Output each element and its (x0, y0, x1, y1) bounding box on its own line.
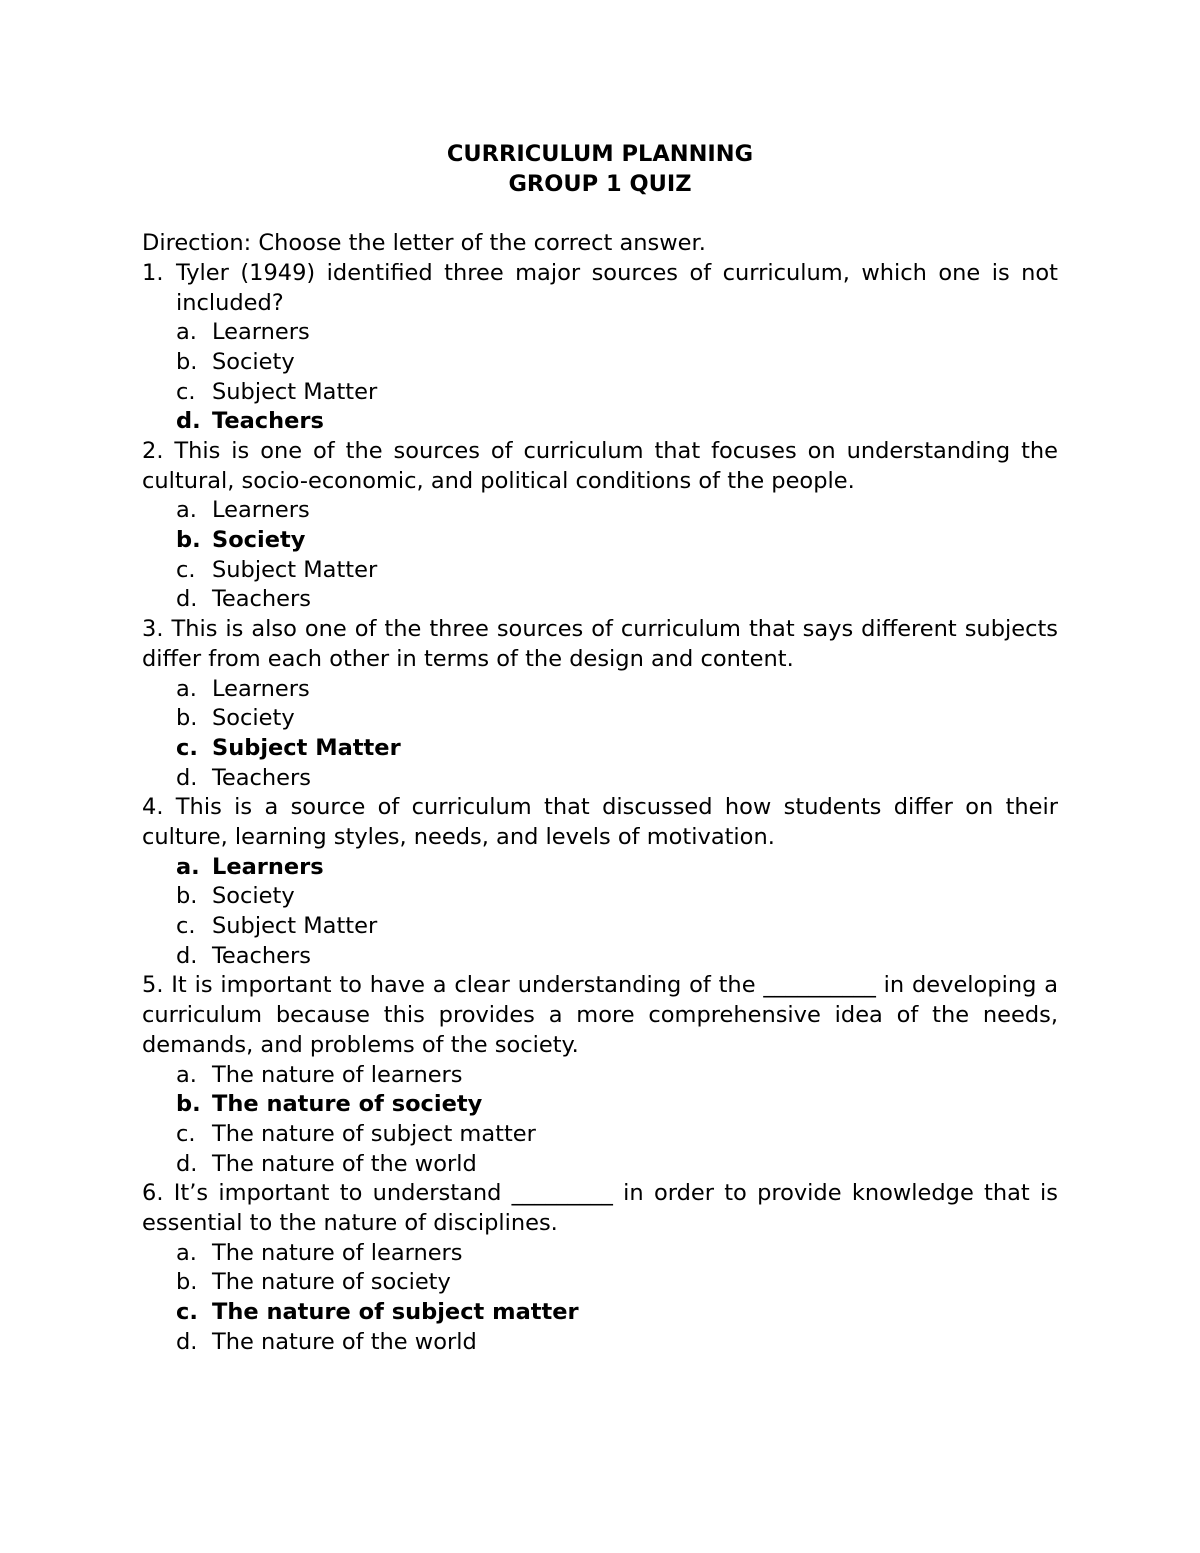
question-2-options (142, 496, 1058, 615)
option-1c (142, 378, 1058, 408)
question-6-options (142, 1239, 1058, 1358)
option-letter: b. (176, 348, 198, 375)
option-letter: b. (176, 1091, 201, 1118)
option-text: Learners (212, 853, 324, 880)
option-text: The nature of learners (212, 1239, 463, 1266)
option-4c (142, 912, 1058, 942)
option-letter: c. (176, 556, 196, 583)
option-letter: c. (176, 913, 196, 940)
option-6d (142, 1328, 1058, 1358)
option-3d (142, 764, 1058, 794)
option-letter: d. (176, 408, 201, 435)
option-letter: d. (176, 764, 198, 791)
question-4-text: 4. This is a source of curriculum that discussed how students differ on their culture, learning styles, needs, and levels of motivation. (142, 794, 1058, 850)
option-letter: b. (176, 883, 198, 910)
option-letter: d. (176, 1328, 198, 1355)
option-2d (142, 585, 1058, 615)
question-5 (142, 971, 1058, 1179)
option-text: Subject Matter (212, 556, 378, 583)
question-3 (142, 615, 1058, 793)
question-1-stem: Tyler (1949) identified three major sources of curriculum, which one is not included? (176, 259, 1058, 316)
option-text: Teachers (212, 408, 324, 435)
question-5-options (142, 1061, 1058, 1180)
question-5-text: 5. It is important to have a clear understanding of the __________ in developing a curriculum because this provides a more comprehensive idea of the needs, demands, and problems of the society. (142, 972, 1058, 1058)
option-6c (142, 1298, 1058, 1328)
option-letter: b. (176, 705, 198, 732)
option-5b (142, 1090, 1058, 1120)
option-text: Teachers (212, 942, 311, 969)
option-text: The nature of subject matter (212, 1120, 536, 1147)
question-2 (142, 437, 1058, 615)
option-text: The nature of learners (212, 1061, 463, 1088)
option-letter: c. (176, 1120, 196, 1147)
option-letter: d. (176, 942, 198, 969)
option-3c (142, 734, 1058, 764)
option-letter: c. (176, 734, 198, 761)
question-4-options (142, 853, 1058, 972)
option-4b (142, 882, 1058, 912)
option-6b (142, 1268, 1058, 1298)
option-5a (142, 1061, 1058, 1091)
question-1 (142, 259, 1058, 437)
option-5c (142, 1120, 1058, 1150)
title-line-1: CURRICULUM PLANNING (446, 141, 754, 167)
direction-text: Direction: Choose the letter of the correct answer. (142, 230, 706, 257)
option-3b (142, 704, 1058, 734)
question-3-options (142, 675, 1058, 794)
question-1-text (142, 259, 1058, 318)
option-letter: a. (176, 1061, 197, 1088)
option-text: Learners (212, 675, 310, 702)
option-1b (142, 348, 1058, 378)
option-text: The nature of society (212, 1091, 483, 1118)
option-letter: c. (176, 378, 196, 405)
option-text: Society (212, 705, 295, 732)
option-text: Society (212, 348, 295, 375)
option-text: Subject Matter (212, 378, 378, 405)
option-letter: a. (176, 1239, 197, 1266)
option-letter: c. (176, 1299, 198, 1326)
option-text: Subject Matter (212, 913, 378, 940)
option-text: Society (212, 883, 295, 910)
question-1-number: 1. (142, 259, 164, 286)
question-2-text: 2. This is one of the sources of curriculum that focuses on understanding the cultural, socio-economic, and political conditions of the people. (142, 437, 1058, 494)
option-text: The nature of the world (212, 1150, 477, 1177)
document-title (142, 140, 1058, 199)
option-1d (142, 407, 1058, 437)
option-letter: b. (176, 1269, 198, 1296)
option-3a (142, 675, 1058, 705)
option-text: The nature of society (212, 1269, 451, 1296)
option-text: The nature of subject matter (212, 1299, 579, 1326)
option-text: The nature of the world (212, 1328, 477, 1355)
option-4a (142, 853, 1058, 883)
question-4 (142, 793, 1058, 971)
option-text: Learners (212, 319, 310, 346)
option-4d (142, 942, 1058, 972)
document-content (142, 140, 1058, 1357)
option-text: Learners (212, 497, 310, 524)
option-6a (142, 1239, 1058, 1269)
option-letter: d. (176, 586, 198, 613)
option-2a (142, 496, 1058, 526)
option-letter: a. (176, 675, 197, 702)
option-text: Teachers (212, 764, 311, 791)
question-6-text: 6. It’s important to understand _________ in order to provide knowledge that is essential to the nature of disciplines. (142, 1180, 1058, 1236)
option-letter: d. (176, 1150, 198, 1177)
option-2c (142, 556, 1058, 586)
option-text: Society (212, 527, 306, 554)
option-letter: a. (176, 497, 197, 524)
option-letter: a. (176, 853, 200, 880)
question-3-text: 3. This is also one of the three sources of curriculum that says different subjects differ from each other in terms of the design and content. (142, 616, 1058, 672)
option-5d (142, 1150, 1058, 1180)
question-1-options (142, 318, 1058, 437)
option-letter: a. (176, 319, 197, 346)
option-letter: b. (176, 527, 201, 554)
option-2b (142, 526, 1058, 556)
option-1a (142, 318, 1058, 348)
title-line-2: GROUP 1 QUIZ (508, 170, 692, 197)
question-6 (142, 1179, 1058, 1357)
option-text: Teachers (212, 586, 311, 613)
option-text: Subject Matter (212, 734, 401, 761)
